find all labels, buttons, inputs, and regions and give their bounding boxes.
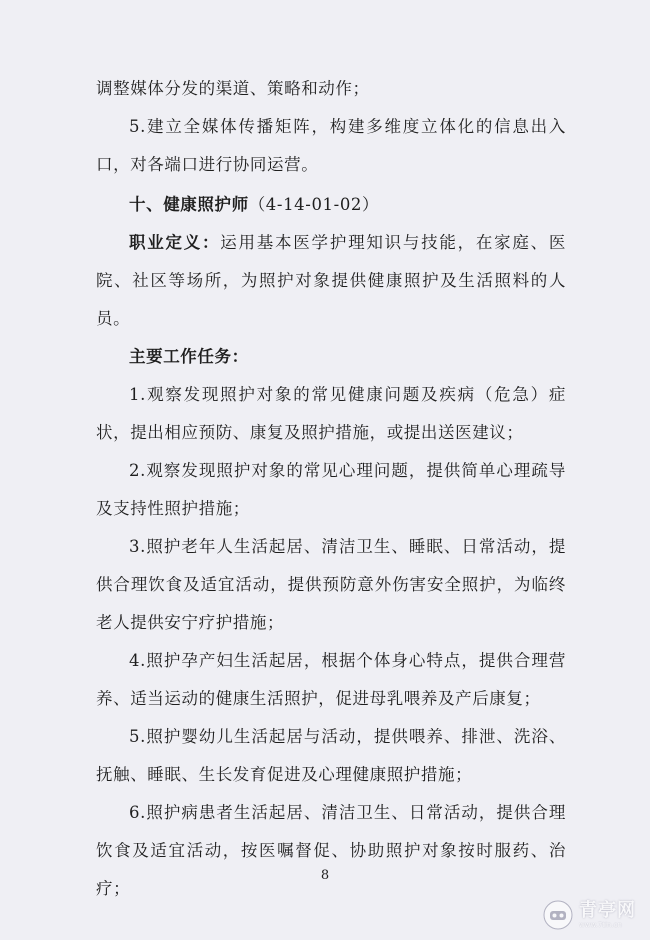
definition-paragraph: [96, 224, 566, 338]
document-body: [96, 70, 566, 908]
task-item-5: 5.照护婴幼儿生活起居与活动，提供喂养、排泄、洗浴、抚触、睡眠、生长发育促进及心理健康照护措施；: [96, 727, 566, 784]
watermark-text: [579, 899, 636, 929]
task-item-1: 1.观察发现照护对象的常见健康问题及疾病（危急）症状，提出相应预防、康复及照护措施，或提出送医建议；: [96, 385, 566, 442]
task-item-3: 3.照护老年人生活起居、清洁卫生、睡眠、日常活动，提供合理饮食及适宜活动，提供预防意外伤害安全照护，为临终老人提供安宁疗护措施；: [96, 537, 566, 632]
definition-label: 职业定义：: [129, 233, 221, 252]
section-heading: [96, 186, 566, 224]
page-number: 8: [320, 868, 330, 883]
watermark-title: 青亭网: [579, 899, 636, 921]
task-item-2: 2.观察发现照护对象的常见心理问题，提供简单心理疏导及支持性照护措施；: [96, 461, 566, 518]
task-item-6: 6.照护病患者生活起居、清洁卫生、日常活动，提供合理饮食及适宜活动，按医嘱督促、协助照护对象按时服药、治疗；: [96, 803, 566, 898]
watermark-url: www.7tin.cn: [579, 920, 622, 929]
paragraph-media-matrix: 5.建立全媒体传播矩阵，构建多维度立体化的信息出入口，对各端口进行协同运营。: [96, 117, 566, 174]
definition-text: 运用基本医学护理知识与技能，在家庭、医院、社区等场所，为照护对象提供健康照护及生活照料的人员。: [96, 233, 566, 328]
vr-headset-logo-icon: [543, 900, 573, 930]
section-code: （4-14-01-02）: [248, 195, 380, 214]
section-title: 十、健康照护师: [129, 195, 249, 214]
tasks-label: 主要工作任务：: [129, 347, 249, 366]
paragraph-media-distribution: 调整媒体分发的渠道、策略和动作；: [96, 79, 370, 98]
watermark: [543, 900, 636, 930]
task-item-4: 4.照护孕产妇生活起居，根据个体身心特点，提供合理营养、适当运动的健康生活照护，促进母乳喂养及产后康复；: [96, 651, 566, 708]
